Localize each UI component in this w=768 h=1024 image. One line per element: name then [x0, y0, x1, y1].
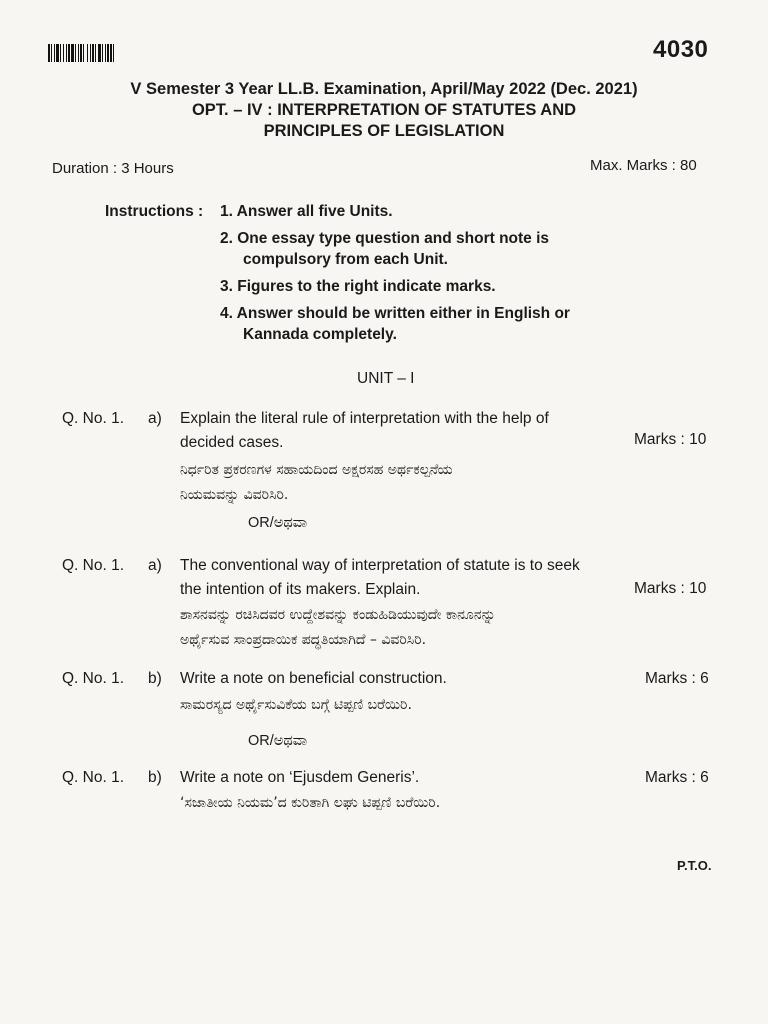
or-separator: OR/ಅಥವಾ	[248, 515, 308, 531]
question-kannada: ಶಾಸನವನ್ನು ರಚಿಸಿದವರ ಉದ್ದೇಶವನ್ನು ಕಂಡುಹಿಡಿಯುವುದೇ ಕಾನೂನನ್ನು	[180, 607, 496, 623]
paper-code: 4030	[653, 36, 709, 63]
duration: Duration : 3 Hours	[52, 160, 174, 177]
question-text: Write a note on ‘Ejusdem Generis’.	[180, 769, 420, 786]
or-separator: OR/ಅಥವಾ	[248, 733, 308, 749]
question-kannada-cont: ನಿಯಮವನ್ನು ವಿವರಿಸಿರಿ.	[180, 487, 289, 503]
question-sub: a)	[148, 557, 162, 574]
question-marks: Marks : 6	[645, 769, 709, 786]
question-kannada: ನಿರ್ಧರಿತ ಪ್ರಕರಣಗಳ ಸಹಾಯದಿಂದ ಅಕ್ಷರಸಹ ಅರ್ಥಕಲ್ಪನೆಯ	[180, 462, 453, 478]
instruction-2-cont: compulsory from each Unit.	[243, 251, 448, 268]
instruction-4: 4. Answer should be written either in English or	[220, 305, 570, 322]
question-text: Write a note on beneficial construction.	[180, 670, 447, 687]
question-text-cont: the intention of its makers. Explain.	[180, 581, 421, 598]
question-marks: Marks : 10	[634, 431, 707, 448]
instruction-4-cont: Kannada completely.	[243, 326, 397, 343]
question-sub: b)	[148, 769, 162, 786]
subject-line-1: OPT. – IV : INTERPRETATION OF STATUTES AND	[191, 101, 577, 119]
question-marks: Marks : 10	[634, 580, 707, 597]
pto-footer: P.T.O.	[677, 858, 712, 873]
question-sub: b)	[148, 670, 162, 687]
max-marks: Max. Marks : 80	[590, 157, 697, 174]
subject-line-2: PRINCIPLES OF LEGISLATION	[263, 122, 505, 140]
question-number: Q. No. 1.	[62, 410, 125, 427]
unit-title: UNIT – I	[357, 370, 415, 387]
exam-title: V Semester 3 Year LL.B. Examination, April/May 2022 (Dec. 2021)	[130, 80, 638, 98]
question-kannada: ಸಾಮರಸ್ಯದ ಅರ್ಥೈಸುವಿಕೆಯ ಬಗ್ಗೆ ಟಿಪ್ಪಣಿ ಬರೆಯಿರಿ.	[180, 697, 412, 713]
instruction-2: 2. One essay type question and short note is	[220, 230, 550, 247]
question-text-cont: decided cases.	[180, 434, 284, 451]
instruction-3: 3. Figures to the right indicate marks.	[220, 278, 496, 295]
question-number: Q. No. 1.	[62, 557, 125, 574]
question-text: Explain the literal rule of interpretation with the help of	[180, 410, 549, 427]
question-kannada: ‘ಸಜಾತೀಯ ನಿಯಮ’ದ ಕುರಿತಾಗಿ ಲಘು ಟಿಪ್ಪಣಿ ಬರೆಯಿರಿ.	[180, 795, 441, 811]
question-number: Q. No. 1.	[62, 769, 125, 786]
question-text: The conventional way of interpretation of statute is to seek	[180, 557, 580, 574]
question-marks: Marks : 6	[645, 670, 709, 687]
question-number: Q. No. 1.	[62, 670, 125, 687]
barcode	[48, 44, 140, 62]
question-kannada-cont: ಅರ್ಥೈಸುವ ಸಾಂಪ್ರದಾಯಿಕ ಪದ್ಧತಿಯಾಗಿದೆ – ವಿವರಿಸಿರಿ.	[180, 632, 427, 648]
instruction-1: 1. Answer all five Units.	[220, 203, 393, 220]
instructions-label: Instructions :	[105, 203, 204, 220]
question-sub: a)	[148, 410, 162, 427]
